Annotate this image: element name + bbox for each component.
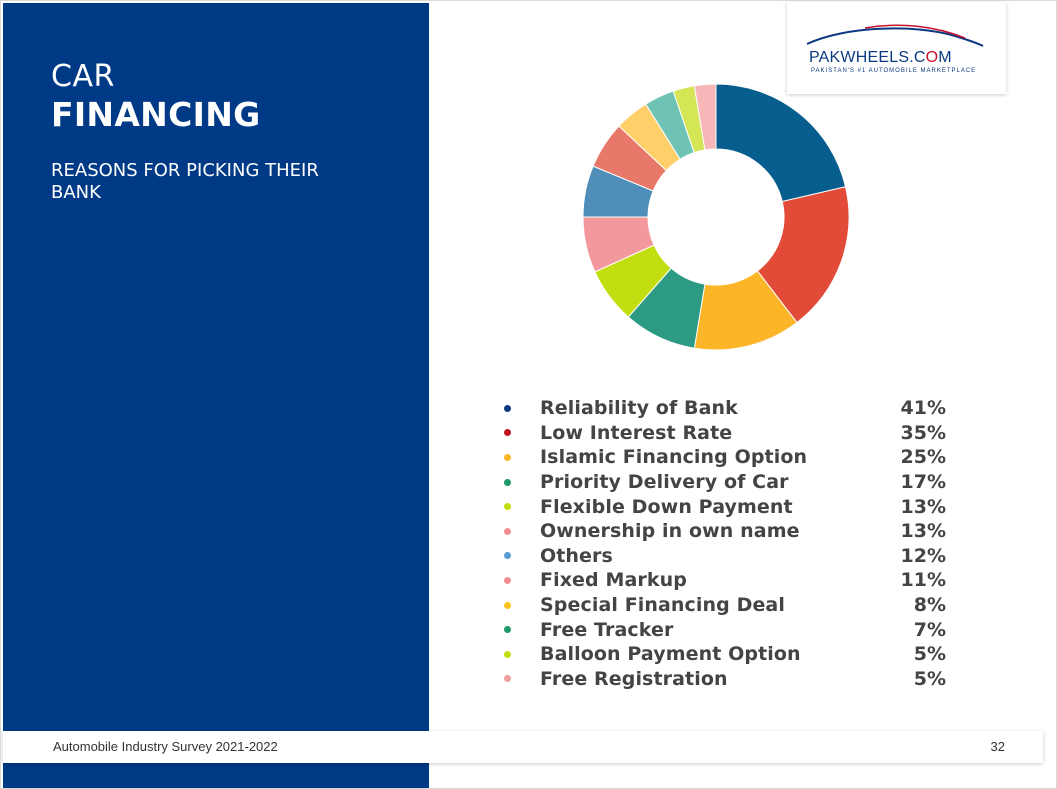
legend-dot-icon (504, 651, 511, 658)
legend-dot-icon (504, 602, 511, 609)
legend-item-ownership-in-own-name (500, 519, 970, 544)
legend-percent: 5% (913, 667, 946, 690)
legend-percent: 17% (900, 471, 946, 494)
legend-dot-icon (504, 528, 511, 535)
legend-percent: 13% (900, 520, 946, 543)
legend-percent: 5% (913, 643, 946, 666)
page-number: 32 (990, 739, 1005, 754)
legend-dot-icon (504, 577, 511, 584)
legend-percent: 11% (900, 569, 946, 592)
legend-dot-icon (504, 675, 511, 682)
title-financing: FINANCING (51, 95, 261, 134)
legend-item-fixed-markup (500, 568, 970, 593)
legend-label: Reliability of Bank (540, 397, 738, 420)
legend-label: Free Registration (540, 667, 728, 690)
legend-item-islamic-financing-option (500, 445, 970, 470)
logo-name-end: M (938, 49, 952, 66)
title-panel (3, 3, 429, 789)
legend-item-free-tracker (500, 617, 970, 642)
legend-label: Special Financing Deal (540, 594, 785, 617)
chart-legend (500, 396, 970, 691)
legend-percent: 7% (913, 618, 946, 641)
legend-label: Priority Delivery of Car (540, 471, 789, 494)
legend-label: Free Tracker (540, 618, 674, 641)
legend-label: Fixed Markup (540, 569, 687, 592)
footer-survey-title: Automobile Industry Survey 2021-2022 (53, 739, 278, 754)
legend-dot-icon (504, 454, 511, 461)
legend-label: Low Interest Rate (540, 421, 733, 444)
legend-item-special-financing-deal (500, 593, 970, 618)
legend-percent: 13% (900, 495, 946, 518)
legend-dot-icon (504, 429, 511, 436)
legend-label: Balloon Payment Option (540, 643, 801, 666)
legend-item-flexible-down-payment (500, 494, 970, 519)
subtitle: REASONS FOR PICKING THEIR BANK (51, 160, 319, 203)
legend-item-reliability-of-bank (500, 396, 970, 421)
footer (3, 731, 1043, 763)
logo-name-accent: O (925, 49, 939, 66)
legend-percent: 8% (913, 594, 946, 617)
car-silhouette-icon (805, 20, 985, 50)
legend-dot-icon (504, 405, 511, 412)
legend-dot-icon (504, 552, 511, 559)
legend-item-others (500, 544, 970, 569)
legend-item-low-interest-rate (500, 421, 970, 446)
legend-item-priority-delivery-of-car (500, 470, 970, 495)
logo-wordmark (809, 49, 952, 67)
legend-dot-icon (504, 479, 511, 486)
legend-percent: 25% (900, 446, 946, 469)
legend-item-balloon-payment-option (500, 642, 970, 667)
legend-label: Others (540, 544, 613, 567)
legend-label: Flexible Down Payment (540, 495, 793, 518)
legend-percent: 35% (900, 421, 946, 444)
legend-percent: 41% (900, 397, 946, 420)
legend-label: Ownership in own name (540, 520, 800, 543)
legend-item-free-registration (500, 667, 970, 692)
donut-chart (582, 83, 850, 351)
legend-dot-icon (504, 503, 511, 510)
title-car: CAR (51, 59, 115, 94)
legend-dot-icon (504, 626, 511, 633)
logo-tagline: PAKISTAN'S #1 AUTOMOBILE MARKETPLACE (811, 68, 977, 74)
donut-slice-reliability-of-bank (716, 84, 846, 202)
legend-percent: 12% (900, 544, 946, 567)
logo-name-main: PAKWHEELS.C (809, 49, 926, 66)
legend-label: Islamic Financing Option (540, 446, 808, 469)
pakwheels-logo (787, 2, 1006, 94)
